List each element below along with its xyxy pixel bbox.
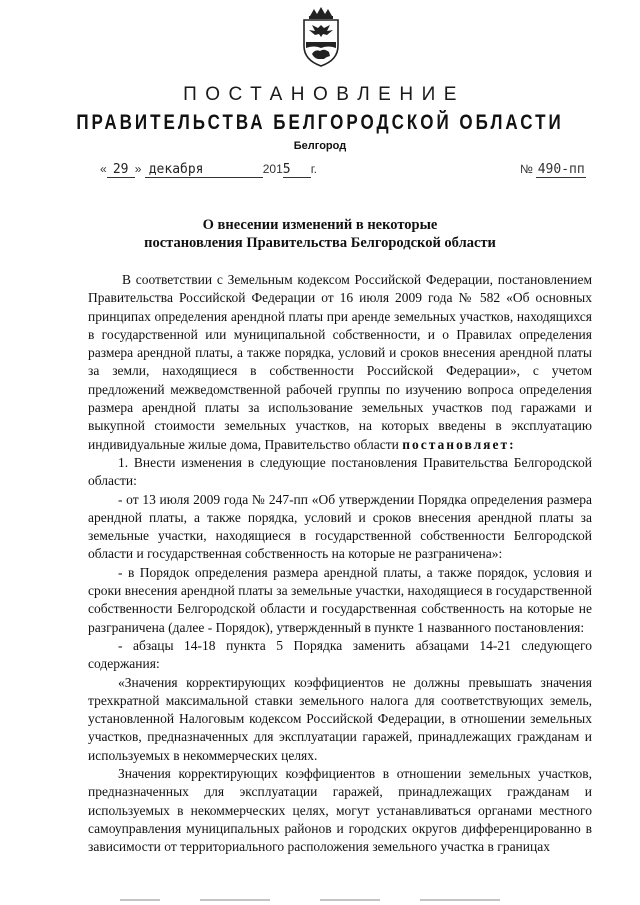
date-year-suffix: 5	[283, 162, 311, 178]
date-quote-close: »	[134, 162, 142, 176]
paragraph-item-1: 1. Внести изменения в следующие постановления Правительства Белгородской области:	[88, 454, 592, 489]
paragraph-preamble	[88, 271, 592, 454]
document-number	[520, 162, 586, 178]
date-year-end: г.	[310, 162, 317, 176]
preamble-text: В соответствии с Земельным кодексом Российской Федерации, постановлением Правительства Российской Федерации от 16 июля 2009 года № 582 «Об основных принципах определения арендной платы при аренде земельных участков, находящихся в государственной или муниципальной собственности, и о Правилах определения размера арендной платы, а также порядка, условий и сроков внесения арендной платы за земли, находящиеся в собственности Российской Федерации», с учетом предложений межведомственной рабочей группы по изучению вопроса определения размера арендной платы за использование земельных участков под гаражами и выкупной стоимости земельных участков, на которых введены в эксплуатацию индивидуальные жилые дома, Правительство области	[88, 272, 592, 452]
coat-of-arms-icon	[296, 6, 346, 68]
resolves-keyword: постановляет:	[402, 436, 516, 452]
document-date	[100, 162, 317, 178]
paragraph-quoted-2: Значения корректирующих коэффициентов в отношении земельных участков, предназначенных для эксплуатации гаражей, принадлежащих гражданам и используемых в некоммерческих целях, могут устанавливаться органами местного самоуправления муниципальных районов и городских округов дифференцированно в зависимости от территориального расположения земельного участка в границах	[88, 766, 592, 855]
issuing-authority-heading: ПРАВИТЕЛЬСТВА БЕЛГОРОДСКОЙ ОБЛАСТИ	[76, 110, 564, 134]
document-type-heading: ПОСТАНОВЛЕНИЕ	[183, 84, 465, 105]
document-title	[0, 216, 640, 252]
paragraph-procedure-ref: - в Порядок определения размера арендной платы, а также порядок, условия и сроки внесения арендной платы за земельные участки, находящиеся в государственной собственности Белгородской области и государственная собственность на которые не разграничена (далее - Порядок), утвержденный в пункте 1 названного постановления:	[88, 564, 592, 635]
city-label: Белгород	[293, 140, 347, 152]
date-quote-open: «	[100, 162, 107, 176]
page-cutoff-marks	[120, 898, 540, 902]
title-line-2: постановления Правительства Белгородской области	[144, 235, 496, 251]
document-body	[88, 271, 592, 857]
paragraph-quoted-1: «Значения корректирующих коэффициентов не должны превышать значения трехкратной максимальной ставки земельного налога для соответствующих земель, установленной Налоговым кодексом Российской Федерации, в отношении земельных участков, предназначенных для эксплуатации гаражей, принадлежащих гражданам и используемых в некоммерческих целях.	[88, 674, 592, 763]
paragraph-replace-clauses: - абзацы 14-18 пункта 5 Порядка заменить абзацами 14-21 следующего содержания:	[88, 637, 592, 672]
date-month: декабря	[145, 162, 263, 178]
number-prefix: №	[520, 162, 533, 176]
paragraph-resolution-ref: - от 13 июля 2009 года № 247-пп «Об утверждении Порядка определения размера арендной платы, а также порядка, условий и сроков внесения арендной платы за земельные участки, находящиеся в государственной собственности Белгородской области и государственная собственность на которые не разграничена»:	[88, 491, 592, 562]
date-year-prefix: 201	[262, 162, 283, 176]
date-day: 29	[107, 162, 135, 178]
number-value: 490-пп	[537, 162, 585, 177]
title-line-1: О внесении изменений в некоторые	[202, 217, 438, 233]
